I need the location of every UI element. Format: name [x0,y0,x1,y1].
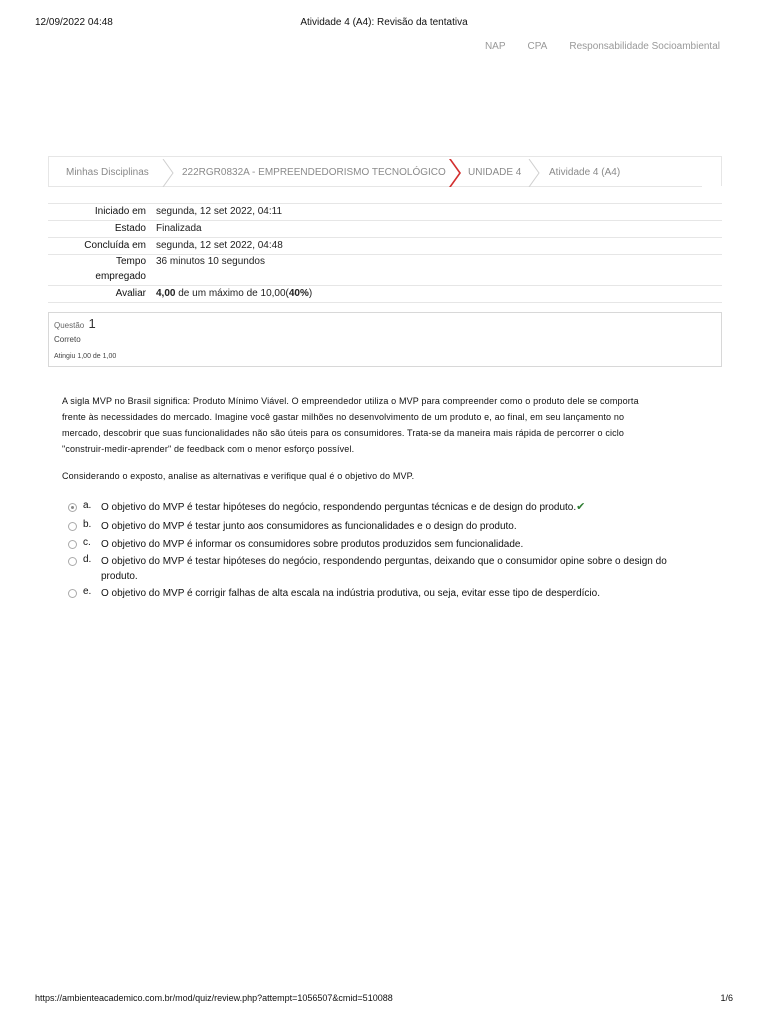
radio-button[interactable] [68,540,77,549]
question-number [54,316,96,331]
summary-value: segunda, 12 set 2022, 04:48 [156,240,283,251]
radio-button-selected[interactable] [68,503,77,512]
summary-label: Estado [114,223,146,234]
print-header [0,15,768,31]
breadcrumb-separator-icon [527,159,541,187]
summary-value: 36 minutos 10 segundos [156,256,265,267]
question-text-line: A sigla MVP no Brasil significa: Produto Mínimo Viável. O empreendedor utiliza o MVP para compreender como o produto dele se comporta [62,396,639,406]
nav-link-responsabilidade[interactable]: Responsabilidade Socioambiental [569,41,720,52]
question-mark: Atingiu 1,00 de 1,00 [54,353,117,360]
question-label: Questão [54,321,85,330]
question-prompt: Considerando o exposto, analise as alternativas e verifique qual é o objetivo do MVP. [62,471,415,481]
radio-button[interactable] [68,522,77,531]
answer-letter: d. [83,554,92,565]
answer-letter: c. [83,537,91,548]
question-text [62,393,712,457]
radio-button[interactable] [68,557,77,566]
summary-row-time [48,254,722,285]
print-page-number: 1/6 [720,993,733,1003]
answer-text: O objetivo do MVP é testar hipóteses do negócio, respondendo perguntas, deixando que o consumidor opine sobre o design do produto. [101,556,667,582]
print-title: Atividade 4 (A4): Revisão da tentativa [300,17,468,28]
answer-letter: b. [83,519,92,530]
radio-button[interactable] [68,589,77,598]
summary-label: Iniciado em [94,206,146,217]
answer-letter: e. [83,586,92,597]
breadcrumb-item-disciplinas[interactable]: Minhas Disciplinas [66,167,149,178]
answer-letter: a. [83,500,92,511]
breadcrumb-item-unidade[interactable]: UNIDADE 4 [468,167,522,178]
question-number-value: 1 [88,316,96,331]
question-text-line: frente às necessidades do mercado. Imagine você gastar milhões no desenvolvimento de um produto e, ao final, em seu lançamento no [62,412,625,422]
breadcrumb-separator-active-icon [447,159,461,187]
grade-percent: 40% [288,288,309,299]
summary-row-state [48,220,722,237]
top-nav [485,41,720,52]
grade-rest: de um máximo de 10,00( [178,288,289,299]
breadcrumb-bar [48,157,702,187]
summary-value: segunda, 12 set 2022, 04:11 [156,206,283,217]
question-text-line: mercado, descobrir que suas funcionalidades não são úteis para os consumidores. Trata-se da maneira mais rápida de percorrer o ciclo [62,428,625,438]
question-text-line: "construir-medir-aprender" de feedback com o menor esforço possível. [62,444,355,454]
nav-link-nap[interactable]: NAP [484,41,506,52]
grade-score: 4,00 [156,288,176,299]
print-date: 12/09/2022 04:48 [35,17,113,28]
summary-value: Finalizada [156,223,202,234]
check-icon: ✔ [576,501,586,513]
nav-link-cpa[interactable]: CPA [527,41,548,52]
attempt-summary [48,203,722,303]
answer-text: O objetivo do MVP é testar junto aos consumidores as funcionalidades e o design do produto. [101,521,517,532]
summary-label: Tempo [115,256,146,267]
summary-label: empregado [95,271,146,282]
grade-close: ) [308,288,313,299]
summary-row-grade [48,285,722,303]
summary-label: Concluída em [84,240,146,251]
summary-row-started [48,203,722,220]
breadcrumb [48,156,722,186]
answer-text [101,500,706,515]
summary-row-completed [48,237,722,254]
question-state: Correto [54,335,81,344]
grade-value [156,288,312,299]
breadcrumb-separator-icon [161,159,175,187]
question-info [48,312,722,367]
answer-text: O objetivo do MVP é informar os consumidores sobre produtos produzidos sem funcionalidade. [101,539,524,550]
breadcrumb-item-course[interactable]: 222RGR0832A - EMPREENDEDORISMO TECNOLÓGICO [182,167,446,178]
print-url: https://ambienteacademico.com.br/mod/quiz/review.php?attempt=1056507&cmid=510088 [35,993,393,1003]
breadcrumb-item-atividade[interactable]: Atividade 4 (A4) [549,167,621,178]
summary-label: Avaliar [115,288,146,299]
answer-text-content: O objetivo do MVP é testar hipóteses do negócio, respondendo perguntas técnicas e de design do produto. [101,502,577,513]
answer-text: O objetivo do MVP é corrigir falhas de alta escala na indústria produtiva, ou seja, evitar esse tipo de desperdício. [101,588,600,599]
